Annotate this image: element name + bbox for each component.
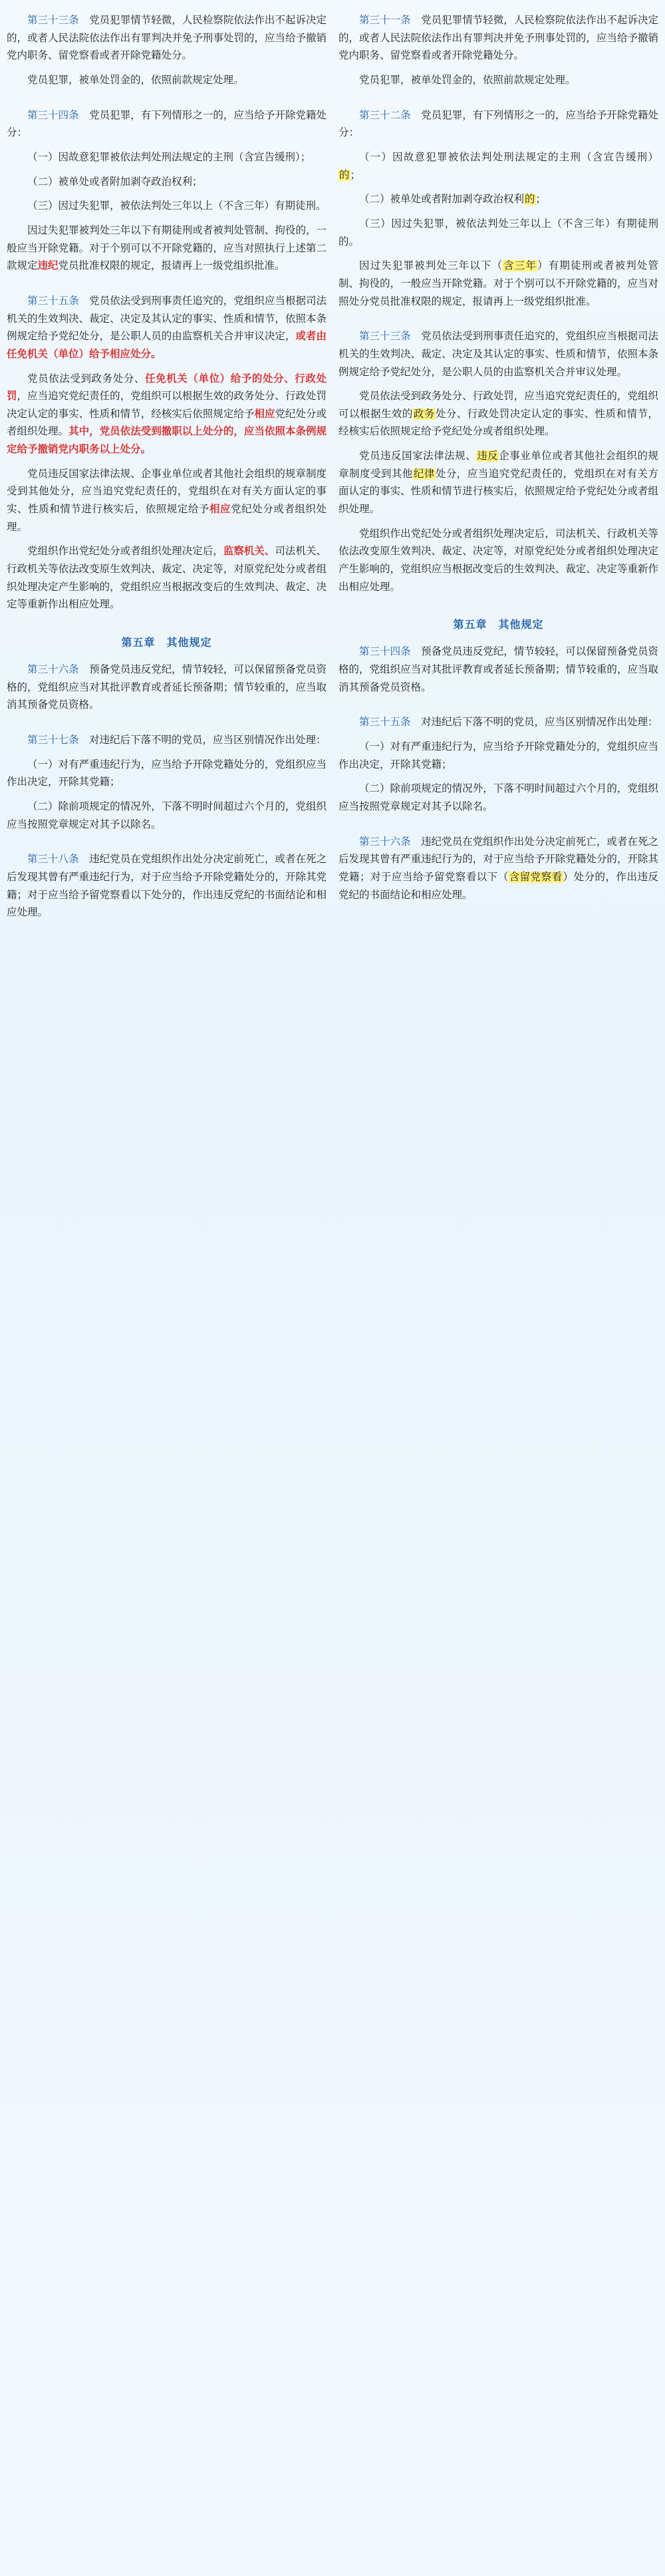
article-block <box>7 851 327 922</box>
chapter-heading: 第五章 其他规定 <box>121 637 212 649</box>
text-run: 对违纪后下落不明的党员，应当区别情况作出处理： <box>78 734 327 746</box>
text-run: 违纪党员在党组织作出处分决定前死亡，或者在死之后发现其曾有严重违纪行为的，对于应当给予开除党籍处分的，开除其党籍；对于应当给予留党察看以下（ <box>338 836 658 883</box>
article-number: 条 <box>400 717 411 728</box>
article-number: 八 <box>58 854 69 866</box>
article-number: 第三十 <box>359 836 390 848</box>
text-run: 党员依法受到刑事责任追究的，党组织应当根据司法机关的生效判决、裁定、决定及其认定的事实、性质和情节，依照本条例规定给予党纪处分，是公职人员的由监察机关合并审议处理。 <box>338 331 658 378</box>
text-run: 党员犯罪情节轻微，人民检察院依法作出不起诉决定的，或者人民法院依法作出有罪判决并免予刑事处罚的，应当给予撤销党内职务、留党察看或者开除党籍处分。 <box>7 15 327 62</box>
article-number: 第三十 <box>27 854 59 866</box>
article-number: 三 <box>390 331 401 343</box>
highlighted-text: 含三年 <box>503 260 537 272</box>
highlighted-text: 含留党察看 <box>509 871 563 883</box>
revision-text: 监察机关、 <box>223 546 275 558</box>
article-number: 第三十 <box>359 717 390 728</box>
article-number: 七 <box>58 734 69 746</box>
text-run: ； <box>535 194 547 206</box>
text-run: 因过失犯罪被判处三年以下（ <box>359 260 503 272</box>
highlighted-text: 纪律 <box>413 468 435 480</box>
text-run: 企事业单位或者其他社会组织的规章制度受到其他 <box>338 450 658 480</box>
text-run: （二）除前项规定的情况外，下落不明时间超过六个月的，党组织应当按照党章规定对其予以除名。 <box>7 800 327 830</box>
article-block <box>7 107 327 275</box>
article-number: 第三十 <box>27 295 59 307</box>
paragraph <box>7 798 327 834</box>
paragraph <box>7 732 327 750</box>
paragraph <box>338 149 658 184</box>
text-run: （三）因过失犯罪，被依法判处三年以上（不含三年）有期徒刑的。 <box>338 218 658 247</box>
text-run: 党员犯罪，有下列情形之一的，应当给予开除党籍处分： <box>7 109 327 139</box>
text-run: （二）除前项规定的情况外，下落不明时间超过六个月的，党组织应当按照党章规定对其予以除名。 <box>338 783 658 812</box>
text-run: ）有期徒刑或者被判处管制、拘役的，一般应当开除党籍。对于个别可以不开除党籍的，应当对照处分党员批准权限的规定，报请再上一级党组织批准。 <box>338 260 658 307</box>
text-run: 党员依法受到政务处分、行政处罚，应当追究党纪责任的，党组织可以根据生效的 <box>338 391 658 420</box>
article-number: 六 <box>58 664 69 676</box>
paragraph <box>338 526 658 597</box>
highlighted-text: 的 <box>339 169 350 181</box>
revision-text: 任免机关（单位）给予的处分、行政处罚 <box>7 373 327 402</box>
article-block <box>338 107 658 311</box>
highlighted-text: 的 <box>525 194 535 206</box>
chapter-heading: 第五章 其他规定 <box>453 619 544 631</box>
article-number: 第三十 <box>359 109 390 121</box>
text-run: （一）对有严重违纪行为，应当给予开除党籍处分的，党组织应当作出决定，开除其党籍； <box>338 741 658 770</box>
paragraph <box>338 738 658 774</box>
article-block <box>7 293 327 614</box>
paragraph <box>338 12 658 65</box>
text-run: 对违纪后下落不明的党员，应当区别情况作出处理： <box>410 717 658 728</box>
text-run: 处分、行政处罚决定认定的事实、性质和情节，经核实后依照规定给予党纪处分或者组织处理。 <box>338 408 658 438</box>
paragraph <box>7 149 327 167</box>
article-block <box>338 643 658 697</box>
text-run: 党员违反国家法律法规、企事业单位或者其他社会组织的规章制度受到其他处分，应当追究党纪责任的，党组织在对有关方面认定的事实、性质和情节进行核实后，依照规定给予 <box>7 468 327 516</box>
text-run: 司法机关、行政机关等依法改变原生效判决、裁定、决定等，对原党纪处分或者组织处理决定产生影响的，党组织应当根据改变后的生效判决、裁定、决定等重新作出相应处理。 <box>7 546 327 611</box>
text-run: ； <box>350 169 361 181</box>
article-block <box>7 12 327 90</box>
text-run: ，应当追究党纪责任的，党组织可以根据生效的政务处分、行政处罚决定认定的事实、性质和情节，经核实后依照规定给予 <box>7 391 327 420</box>
paragraph <box>7 72 327 90</box>
text-run: 党员犯罪，被单处罚金的，依照前款规定处理。 <box>359 74 576 86</box>
revision-text: 违纪 <box>37 260 59 272</box>
paragraph <box>338 72 658 90</box>
text-run: ）处分的，作出违反党纪的书面结论和相应处理。 <box>338 871 658 901</box>
highlighted-text: 政务 <box>413 408 435 420</box>
paragraph <box>7 661 327 715</box>
text-run: 预备党员违反党纪，情节较轻，可以保留预备党员资格的，党组织应当对其批评教育或者延长预备期；情节较重的，应当取消其预备党员资格。 <box>338 646 658 693</box>
text-run: 党组织作出党纪处分或者组织处理决定后，司法机关、行政机关等依法改变原生效判决、裁定、决定等，对原党纪处分或者组织处理决定产生影响的，党组织应当根据改变后的生效判决、裁定、决定等重新作出相应处理。 <box>338 528 658 593</box>
article-number: 条 <box>68 664 79 676</box>
two-column-layout <box>7 12 658 939</box>
article-number: 条 <box>400 836 411 848</box>
article-number: 五 <box>390 717 401 728</box>
text-run: 处分，应当追究党纪责任的，党组织在对有关方面认定的事实、性质和情节进行核实后，依照规定给予党纪处分或者组织处理。 <box>338 468 658 516</box>
article-number: 条 <box>68 109 79 121</box>
article-block <box>338 834 658 905</box>
article-block <box>338 12 658 90</box>
text-run: 党员犯罪，被单处罚金的，依照前款规定处理。 <box>27 74 244 86</box>
paragraph <box>7 756 327 792</box>
text-run: 预备党员违反党纪，情节较轻，可以保留预备党员资格的，党组织应当对其批评教育或者延长预备期；情节较重的，应当取消其预备党员资格。 <box>7 664 327 711</box>
paragraph <box>338 780 658 816</box>
article-number: 条 <box>68 295 79 307</box>
article-number: 第三十 <box>27 664 59 676</box>
paragraph <box>338 714 658 732</box>
paragraph <box>338 191 658 209</box>
text-run: 党员犯罪，有下列情形之一的，应当给予开除党籍处分： <box>338 109 658 139</box>
text-run: 党员犯罪情节轻微，人民检察院依法作出不起诉决定的，或者人民法院依法作出有罪判决并免予刑事处罚的，应当给予撤销党内职务、留党察看或者开除党籍处分。 <box>338 15 658 62</box>
article-block <box>7 732 327 834</box>
text-run: （一）对有严重违纪行为，应当给予开除党籍处分的，党组织应当作出决定，开除其党籍； <box>7 758 327 788</box>
revision-text: 或者由任免机关（单位）给予相应处分。 <box>7 331 327 360</box>
revision-text: 其中，党员依法受到撤职以上处分的，应当依照本条例规定给予撤销党内职务以上处分。 <box>7 426 327 456</box>
article-number: 条 <box>68 734 79 746</box>
text-run: 党组织作出党纪处分或者组织处理决定后， <box>27 546 223 558</box>
text-run: 党员批准权限的规定，报请再上一级党组织批准。 <box>58 260 285 272</box>
paragraph <box>338 257 658 311</box>
article-number: 第三十 <box>359 331 390 343</box>
paragraph <box>7 371 327 459</box>
article-number: 条 <box>400 646 411 658</box>
paragraph <box>338 216 658 251</box>
article-number: 第三十 <box>27 15 59 26</box>
paragraph <box>7 198 327 216</box>
article-number: 二 <box>390 109 401 121</box>
article-block <box>338 328 658 596</box>
text-run: （一）因故意犯罪被依法判处刑法规定的主刑（含宣告缓刑）； <box>27 151 311 163</box>
text-run: （一）因故意犯罪被依法判处刑法规定的主刑（含宣告缓刑） <box>359 151 658 163</box>
paragraph <box>338 388 658 441</box>
paragraph <box>338 448 658 519</box>
text-run: 党员违反国家法律法规、 <box>359 450 477 462</box>
paragraph <box>7 466 327 537</box>
article-number: 条 <box>400 109 411 121</box>
left-column <box>7 12 327 939</box>
article-number: 条 <box>68 854 79 866</box>
text-run: 党纪处分或者组织处理。 <box>7 504 327 533</box>
paragraph <box>7 174 327 192</box>
article-number: 四 <box>390 646 401 658</box>
article-number: 一 <box>390 15 401 26</box>
paragraph <box>7 222 327 275</box>
right-column <box>338 12 658 921</box>
article-number: 条 <box>68 15 79 26</box>
article-block <box>338 714 658 816</box>
paragraph <box>338 643 658 697</box>
article-number: 第三十 <box>27 734 59 746</box>
article-number: 六 <box>390 836 401 848</box>
article-number: 五 <box>58 295 69 307</box>
article-number: 四 <box>58 109 69 121</box>
paragraph <box>7 293 327 364</box>
paragraph <box>338 107 658 142</box>
text-run: （二）被单处或者附加剥夺政治权利； <box>27 176 203 188</box>
text-run: 违纪党员在党组织作出处分决定前死亡，或者在死之后发现其曾有严重违纪行为，对于应当给予开除党籍处分的，开除其党籍；对于应当给予留党察看以下处分的，作出违反党纪的书面结论和相应处理。 <box>7 854 327 919</box>
text-run: 党员依法受到政务处分、 <box>27 373 146 385</box>
article-block <box>7 661 327 715</box>
article-number: 条 <box>400 331 411 343</box>
paragraph <box>7 543 327 614</box>
paragraph <box>338 328 658 381</box>
paragraph <box>7 851 327 922</box>
paragraph <box>7 107 327 142</box>
text-run: （三）因过失犯罪，被依法判处三年以上（不含三年）有期徒刑。 <box>27 200 327 212</box>
text-run: （二）被单处或者附加剥夺政治权利 <box>359 194 525 206</box>
text-run: 因过失犯罪被判处三年以下有期徒刑或者被判处管制、拘役的，一般应当开除党籍。对于个别可以不开除党籍的，应当对照执行上述第二款规定 <box>7 224 327 272</box>
article-number: 第三十 <box>359 646 390 658</box>
article-number: 三 <box>58 15 69 26</box>
article-number: 条 <box>400 15 411 26</box>
text-run: 党员依法受到刑事责任追究的，党组织应当根据司法机关的生效判决、裁定、决定及其认定的事实、性质和情节，依照本条例规定给予党纪处分，是公职人员的由监察机关合并审议决定， <box>7 295 327 343</box>
paragraph <box>7 12 327 65</box>
article-number: 第三十 <box>359 15 390 26</box>
revision-text: 相应 <box>209 504 231 516</box>
article-number: 第三十 <box>27 109 59 121</box>
revision-text: 相应 <box>254 408 275 420</box>
paragraph <box>338 834 658 905</box>
text-run: 党纪处分或者组织处理。 <box>7 408 327 438</box>
highlighted-text: 违反 <box>477 450 499 462</box>
